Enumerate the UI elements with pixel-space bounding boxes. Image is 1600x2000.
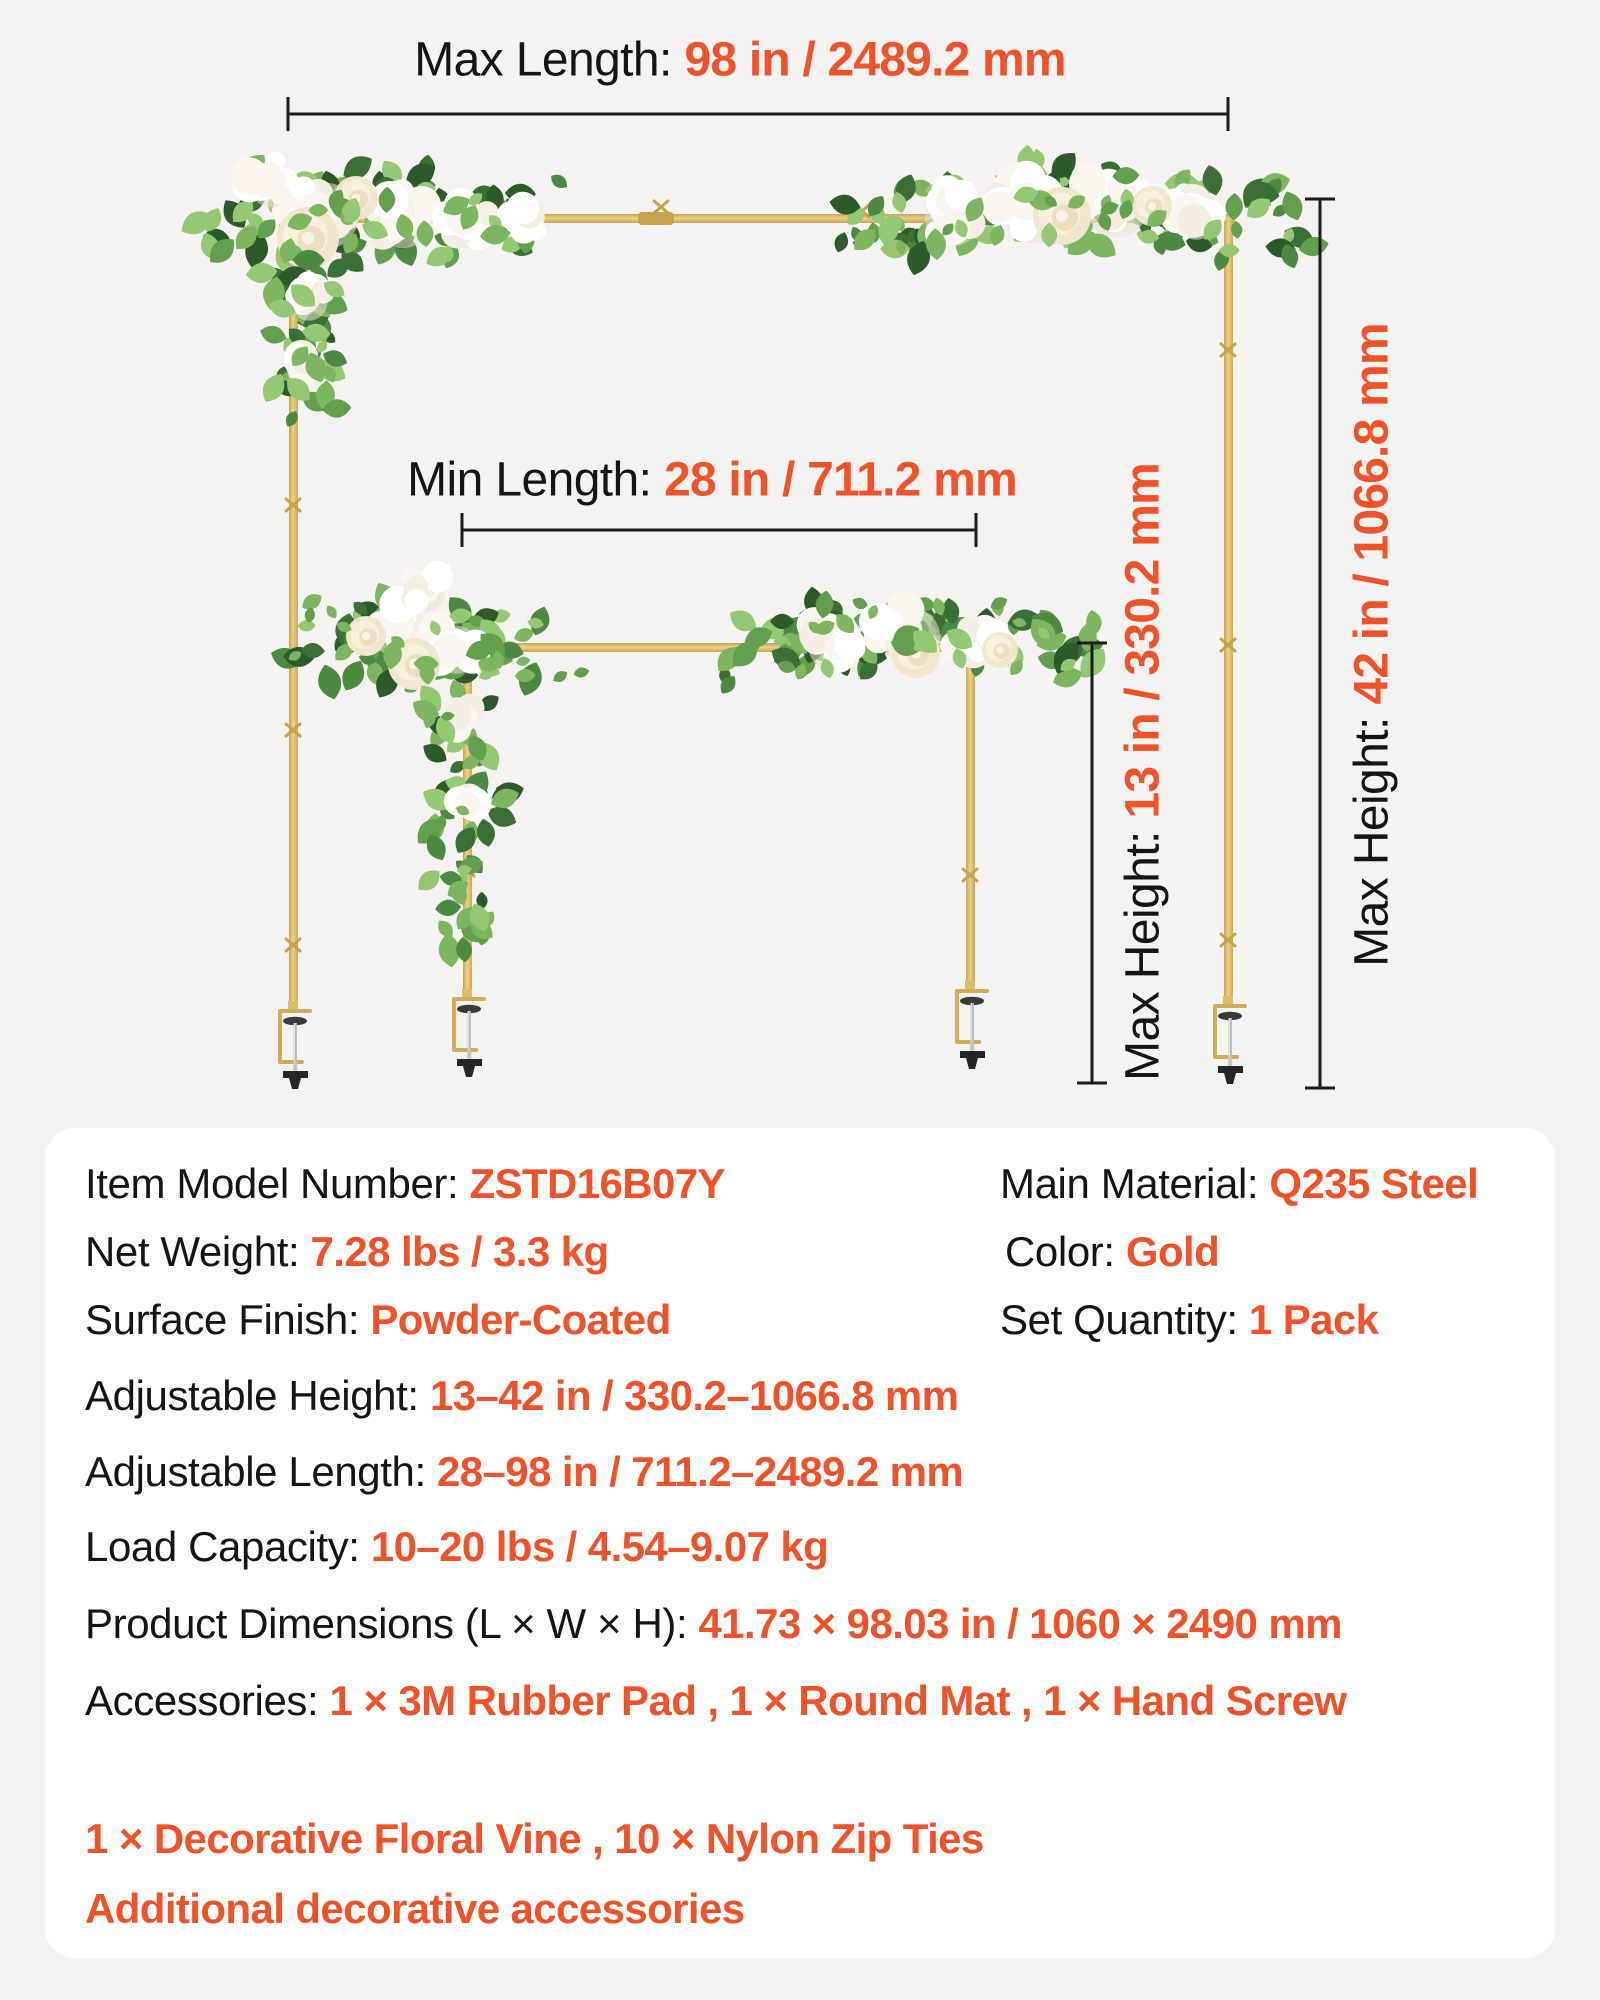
table-clamps [280, 981, 1245, 1089]
spec-label: Load Capacity: [85, 1523, 371, 1570]
max-height-value: 42 in / 1066.8 mm [1345, 323, 1399, 705]
flower-swag-top-left-trail [245, 240, 355, 429]
flower-swag-top-right [828, 144, 1331, 278]
max-height-dimension-line [1305, 199, 1335, 1088]
spec-row-adjustable-height [85, 1370, 958, 1422]
spec-value: 10–20 lbs / 4.54–9.07 kg [370, 1523, 829, 1570]
max-length-label-text: Max Length: [414, 33, 685, 87]
spec-label: Color: [1005, 1228, 1126, 1275]
table-clamp [280, 1001, 310, 1089]
spec-cell-right [1000, 1158, 1478, 1210]
min-config-right-pole [966, 650, 975, 987]
spec-row-finish-quantity [85, 1294, 1379, 1346]
max-height-label-text: Max Height: [1345, 704, 1399, 967]
max-length-label [414, 33, 1066, 88]
spec-value: ZSTD16B07Y [469, 1160, 725, 1207]
flower-swag-top-left [176, 148, 570, 280]
min-length-dimension-line [462, 513, 976, 547]
spec-value: 7.28 lbs / 3.3 kg [310, 1228, 609, 1275]
table-clamp [1215, 996, 1245, 1084]
spec-value: 1 × Decorative Floral Vine , 10 × Nylon Zip Ties [85, 1815, 984, 1862]
spec-label: Main Material: [1000, 1160, 1270, 1207]
spec-row-model-material [85, 1158, 1479, 1210]
spec-label: Adjustable Height: [85, 1372, 430, 1419]
min-height-label-text: Max Height: [1116, 818, 1170, 1081]
spec-label: Net Weight: [85, 1228, 311, 1275]
spec-label: Set Quantity: [1000, 1296, 1249, 1343]
spec-cell-right [1000, 1294, 1378, 1346]
pole-joint-clip [654, 201, 668, 213]
spec-label: Accessories: [85, 1677, 330, 1724]
table-clamp [957, 981, 987, 1069]
min-height-value: 13 in / 330.2 mm [1116, 463, 1170, 819]
min-length-label [407, 453, 1017, 508]
min-length-value: 28 in / 711.2 mm [664, 453, 1017, 507]
spec-value: Additional decorative accessories [85, 1885, 745, 1932]
spec-label: Adjustable Length: [85, 1448, 438, 1495]
spec-value: 1 Pack [1248, 1296, 1379, 1343]
spec-value: 28–98 in / 711.2–2489.2 mm [437, 1448, 964, 1495]
flower-swag-min-left [268, 561, 591, 706]
spec-row-accessories-continued [85, 1813, 984, 1865]
table-clamp [454, 989, 484, 1077]
max-length-dimension-line [288, 97, 1228, 131]
spec-cell-right [1005, 1226, 1219, 1278]
spec-row-accessories [85, 1675, 1346, 1727]
spec-row-load-capacity [85, 1521, 828, 1573]
min-height-dimension-line [1077, 643, 1107, 1083]
spec-value: Gold [1125, 1228, 1220, 1275]
spec-value: Powder-Coated [370, 1296, 671, 1343]
min-length-label-text: Min Length: [407, 453, 665, 507]
min-height-label [1116, 463, 1171, 1081]
spec-row-product-dimensions [85, 1598, 1342, 1650]
spec-panel [45, 1128, 1555, 1958]
flower-swag-min-right [711, 585, 1113, 697]
flower-swag-min-left-trail [408, 660, 527, 969]
spec-value: 13–42 in / 330.2–1066.8 mm [429, 1372, 959, 1419]
spec-label: Item Model Number: [85, 1160, 470, 1207]
spec-label: Surface Finish: [85, 1296, 371, 1343]
spec-row-weight-color [85, 1226, 1220, 1278]
spec-row-additional-accessories [85, 1883, 744, 1935]
spec-value: 1 × 3M Rubber Pad , 1 × Round Mat , 1 × Hand Screw [329, 1677, 1347, 1724]
max-length-value: 98 in / 2489.2 mm [684, 33, 1066, 87]
spec-value: 41.73 × 98.03 in / 1060 × 2490 mm [698, 1600, 1342, 1647]
spec-row-adjustable-length [85, 1446, 963, 1498]
spec-label: Product Dimensions (L × W × H): [85, 1600, 699, 1647]
spec-value: Q235 Steel [1269, 1160, 1479, 1207]
max-height-label [1345, 323, 1400, 967]
max-config-right-pole [1224, 220, 1233, 1005]
